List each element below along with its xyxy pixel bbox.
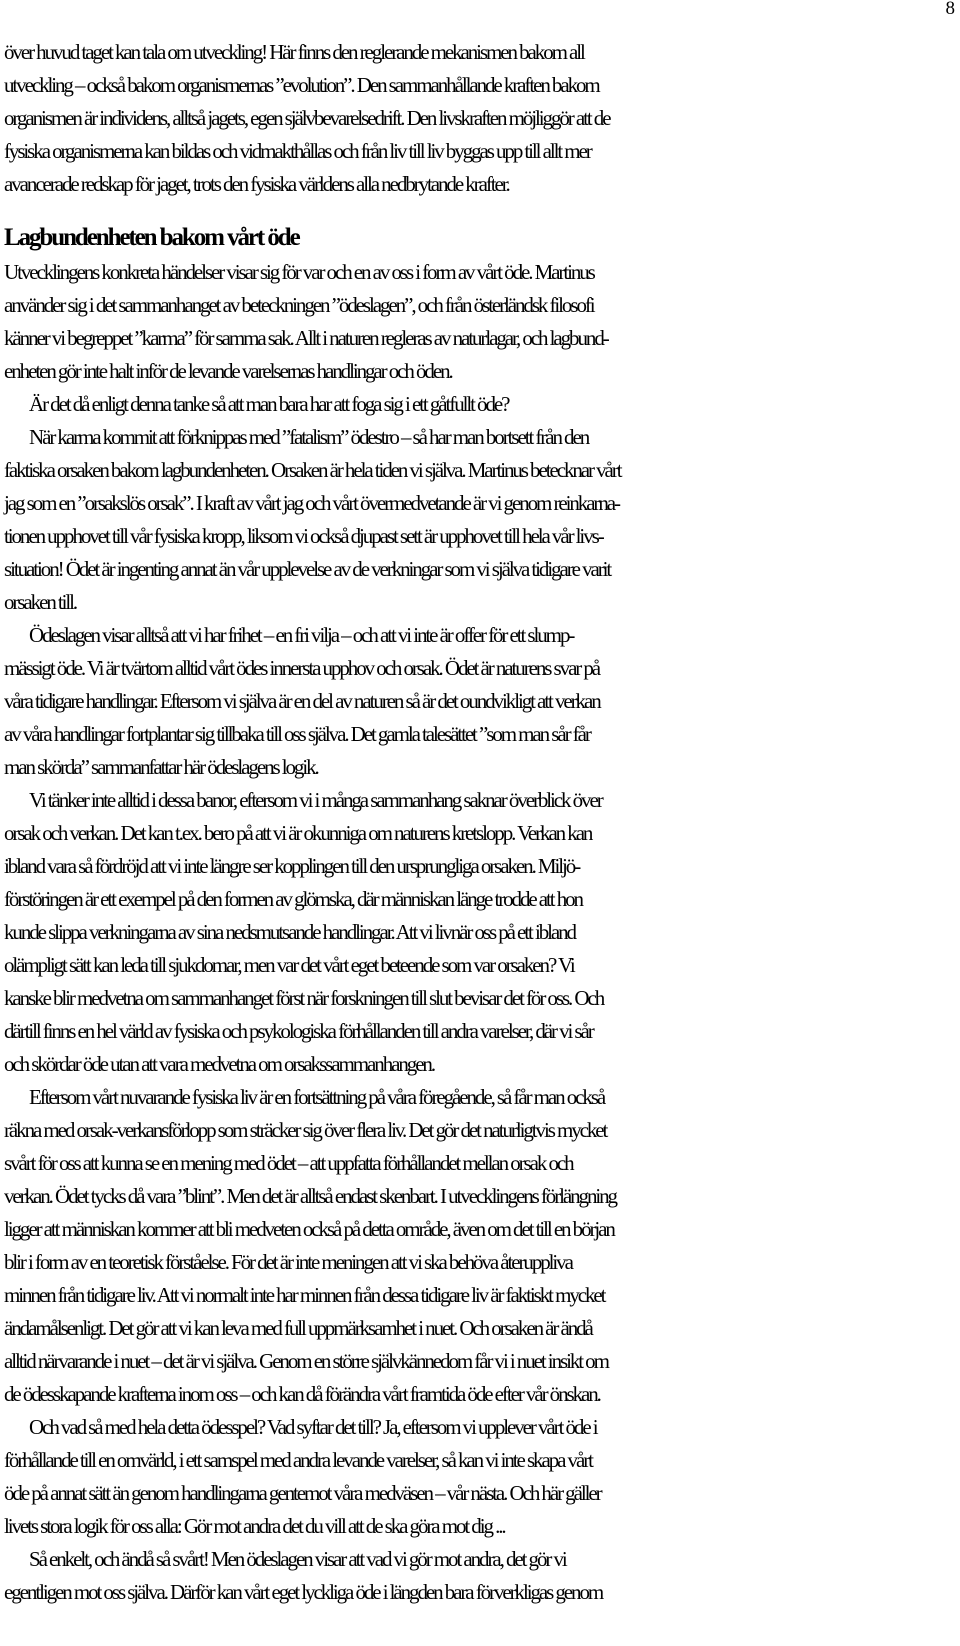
paragraph-first-line: Är det då enligt denna tanke så att man bara har att foga sig i ett gåtfullt öde? xyxy=(29,392,509,416)
text-line: fysiska organismerna kan bildas och vidmakthållas och från liv till liv byggas upp till allt mer xyxy=(4,139,591,163)
text-line: kunde slippa verkningarna av sina nedsmutsande handlingar. Att vi livnär oss på ett ibland xyxy=(4,920,575,944)
text-line: använder sig i det sammanhanget av beteckningen ”ödeslagen”, och från österländsk filosofi xyxy=(4,293,594,317)
text-line: Utvecklingens konkreta händelser visar sig för var och en av oss i form av vårt öde. Martinus xyxy=(4,260,594,284)
text-line: över huvud taget kan tala om utveckling! Här finns den reglerande mekanismen bakom all xyxy=(4,40,584,64)
text-line: öde på annat sätt än genom handlingarna gentemot våra medväsen – vår nästa. Och här gäller xyxy=(4,1481,601,1505)
text-line: man skörda” sammanfattar här ödeslagens logik. xyxy=(4,755,318,779)
text-line: alltid närvarande i nuet – det är vi själva. Genom en större självkännedom får vi i nuet insikt om xyxy=(4,1349,608,1373)
text-line: olämpligt sätt kan leda till sjukdomar, men var det vårt eget beteende som var orsaken? Vi xyxy=(4,953,574,977)
paragraph-first-line: Eftersom vårt nuvarande fysiska liv är en fortsättning på våra föregående, så får man också xyxy=(29,1085,605,1109)
text-line: räkna med orsak-verkansförlopp som sträcker sig över flera liv. Det gör det naturligtvis mycket xyxy=(4,1118,607,1142)
text-line: och skördar öde utan att vara medvetna om orsakssammanhangen. xyxy=(4,1052,435,1076)
text-line: situation! Ödet är ingenting annat än vår upplevelse av de verkningar som vi själva tidigare varit xyxy=(4,557,611,581)
text-line: känner vi begreppet ”karma” för samma sak. Allt i naturen regleras av naturlagar, och lagbund- xyxy=(4,326,608,350)
text-line: faktiska orsaken bakom lagbundenheten. Orsaken är hela tiden vi själva. Martinus betecknar vårt xyxy=(4,458,621,482)
text-line: enheten gör inte halt inför de levande varelsernas handlingar och öden. xyxy=(4,359,452,383)
paragraph-first-line: Ödeslagen visar alltså att vi har frihet – en fri vilja – och att vi inte är offer för ett slump- xyxy=(29,623,574,647)
text-line: tionen upphovet till vår fysiska kropp, liksom vi också djupast sett är upphovet till hela vår livs- xyxy=(4,524,603,548)
text-line: minnen från tidigare liv. Att vi normalt inte har minnen från dessa tidigare liv är faktiskt mycket xyxy=(4,1283,605,1307)
document-body xyxy=(4,36,960,1609)
text-line: organismen är individens, alltså jagets, egen självbevarelsedrift. Den livskraften möjliggör att de xyxy=(4,106,610,130)
text-line: jag som en ”orsakslös orsak”. I kraft av vårt jag och vårt övermedvetande är vi genom reinkarna- xyxy=(4,491,619,515)
text-line: de ödesskapande krafterna inom oss – och kan då förändra vårt framtida öde efter vår önskan. xyxy=(4,1382,600,1406)
paragraph-first-line: Så enkelt, och ändå så svårt! Men ödeslagen visar att vad vi gör mot andra, det gör vi xyxy=(29,1547,566,1571)
text-line: förhållande till en omvärld, i ett samspel med andra levande varelser, så kan vi inte skapa vårt xyxy=(4,1448,592,1472)
section-heading: Lagbundenheten bakom vårt öde xyxy=(4,224,299,251)
text-line: ändamålsenligt. Det gör att vi kan leva med full uppmärksamhet i nuet. Och orsaken är ändå xyxy=(4,1316,592,1340)
text-line: kanske blir medvetna om sammanhanget först när forskningen till slut bevisar det för oss. Och xyxy=(4,986,604,1010)
text-line: mässigt öde. Vi är tvärtom alltid vårt ödes innersta upphov och orsak. Ödet är naturens svar på xyxy=(4,656,600,680)
text-line: utveckling – också bakom organismernas ”evolution”. Den sammanhållande kraften bakom xyxy=(4,73,599,97)
text-line: egentligen mot oss själva. Därför kan vårt eget lyckliga öde i längden bara förverkligas genom xyxy=(4,1580,603,1604)
text-line: våra tidigare handlingar. Eftersom vi själva är en del av naturen så är det oundvikligt att verkan xyxy=(4,689,600,713)
text-line: avancerade redskap för jaget, trots den fysiska världens alla nedbrytande krafter. xyxy=(4,172,509,196)
text-line: ligger att människan kommer att bli medveten också på detta område, även om det till en början xyxy=(4,1217,614,1241)
paragraph-first-line: Vi tänker inte alltid i dessa banor, eftersom vi i många sammanhang saknar överblick över xyxy=(29,788,602,812)
text-line: ibland vara så fördröjd att vi inte längre ser kopplingen till den ursprungliga orsaken. Miljö- xyxy=(4,854,580,878)
text-line: av våra handlingar fortplantar sig tillbaka till oss själva. Det gamla talesättet ”som man sår får xyxy=(4,722,590,746)
text-line: orsak och verkan. Det kan t.ex. bero på att vi är okunniga om naturens kretslopp. Verkan kan xyxy=(4,821,592,845)
text-line: orsaken till. xyxy=(4,590,77,614)
page-number: 8 xyxy=(945,0,955,19)
text-line: förstöringen är ett exempel på den formen av glömska, där människan länge trodde att hon xyxy=(4,887,582,911)
text-line: verkan. Ödet tycks då vara ”blint”. Men det är alltså endast skenbart. I utvecklingens förlängning xyxy=(4,1184,616,1208)
text-line: blir i form av en teoretisk förståelse. För det är inte meningen att vi ska behöva återuppliva xyxy=(4,1250,572,1274)
paragraph-first-line: Och vad så med hela detta ödesspel? Vad syftar det till? Ja, eftersom vi upplever vårt öde i xyxy=(29,1415,597,1439)
paragraph-first-line: När karma kommit att förknippas med ”fatalism” ödestro – så har man bortsett från den xyxy=(29,425,589,449)
text-line: därtill finns en hel värld av fysiska och psykologiska förhållanden till andra varelser, där vi sår xyxy=(4,1019,593,1043)
text-line: livets stora logik för oss alla: Gör mot andra det du vill att de ska göra mot dig ... xyxy=(4,1514,505,1538)
text-line: svårt för oss att kunna se en mening med ödet – att uppfatta förhållandet mellan orsak och xyxy=(4,1151,573,1175)
